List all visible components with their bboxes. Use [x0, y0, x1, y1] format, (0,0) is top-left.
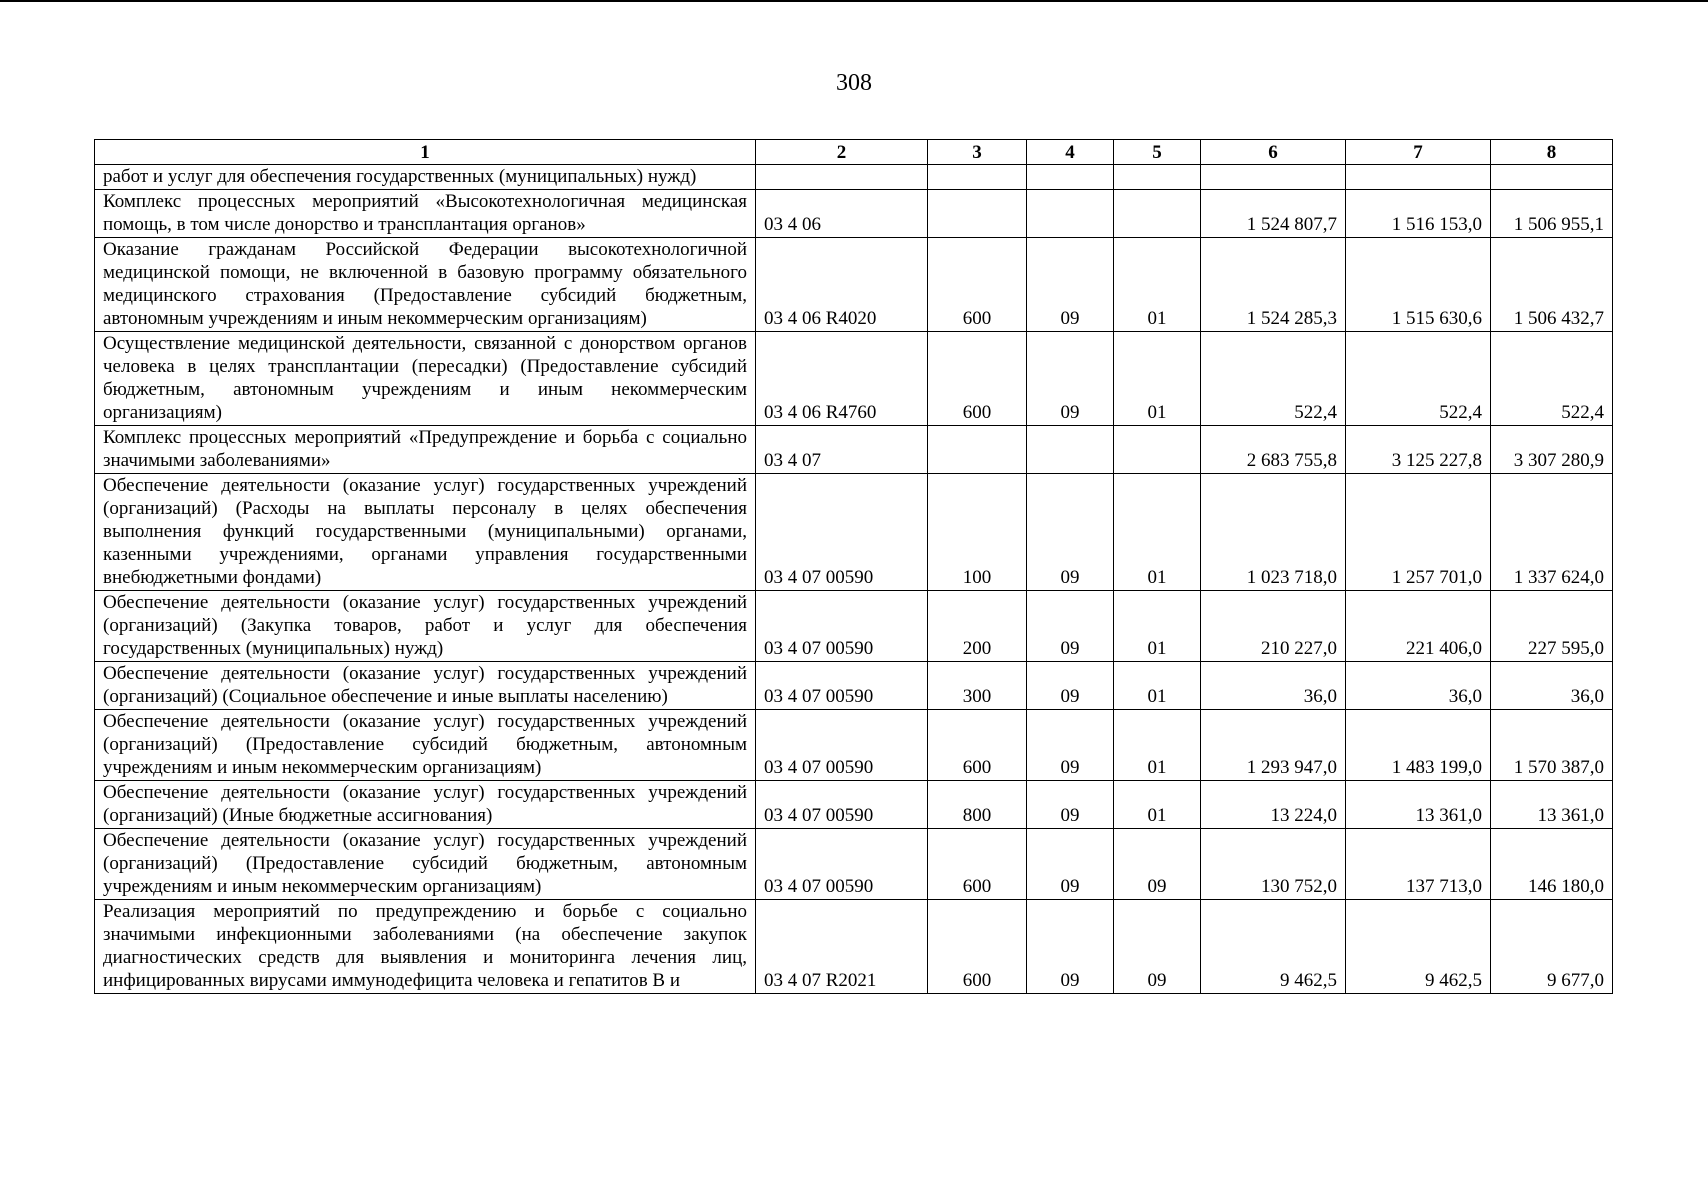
row-section — [1027, 165, 1114, 190]
row-amount-col7: 13 361,0 — [1346, 781, 1491, 829]
table-row — [95, 190, 1613, 238]
row-name: Обеспечение деятельности (оказание услуг) государственных учреждений (организаций) (Социальное обеспечение и иные выплаты населению) — [95, 662, 756, 710]
row-amount-col8: 3 307 280,9 — [1491, 426, 1613, 474]
header-col-2: 2 — [756, 140, 928, 165]
row-section: 09 — [1027, 591, 1114, 662]
table-row — [95, 591, 1613, 662]
row-amount-col6: 1 293 947,0 — [1201, 710, 1346, 781]
table-row — [95, 332, 1613, 426]
row-code: 03 4 06 R4020 — [756, 238, 928, 332]
row-subsection: 01 — [1114, 781, 1201, 829]
row-amount-col6: 13 224,0 — [1201, 781, 1346, 829]
row-amount-col8: 1 337 624,0 — [1491, 474, 1613, 591]
row-amount-col6: 1 023 718,0 — [1201, 474, 1346, 591]
header-col-5: 5 — [1114, 140, 1201, 165]
row-amount-col7 — [1346, 165, 1491, 190]
row-name: Обеспечение деятельности (оказание услуг) государственных учреждений (организаций) (Предоставление субсидий бюджетным, автономным учреждениям и иным некоммерческим организациям) — [95, 829, 756, 900]
row-section: 09 — [1027, 332, 1114, 426]
row-amount-col7: 1 257 701,0 — [1346, 474, 1491, 591]
row-amount-col7: 221 406,0 — [1346, 591, 1491, 662]
row-amount-col8: 9 677,0 — [1491, 900, 1613, 994]
row-code — [756, 165, 928, 190]
row-section: 09 — [1027, 781, 1114, 829]
row-amount-col6: 1 524 807,7 — [1201, 190, 1346, 238]
row-amount-col6: 210 227,0 — [1201, 591, 1346, 662]
row-amount-col7: 36,0 — [1346, 662, 1491, 710]
row-expense-type: 600 — [928, 900, 1027, 994]
row-subsection: 09 — [1114, 900, 1201, 994]
row-amount-col6: 522,4 — [1201, 332, 1346, 426]
row-amount-col8: 36,0 — [1491, 662, 1613, 710]
row-name: Обеспечение деятельности (оказание услуг) государственных учреждений (организаций) (Иные бюджетные ассигнования) — [95, 781, 756, 829]
table-row — [95, 165, 1613, 190]
row-amount-col8: 13 361,0 — [1491, 781, 1613, 829]
row-expense-type: 600 — [928, 829, 1027, 900]
row-name: Реализация мероприятий по предупреждению и борьбе с социально значимыми инфекционными заболеваниями (на обеспечение закупок диагностических средств для выявления и мониторинга лечения лиц, инфицированных вирусами иммунодефицита человека и гепатитов В и — [95, 900, 756, 994]
row-subsection — [1114, 426, 1201, 474]
table-row — [95, 900, 1613, 994]
row-amount-col6: 1 524 285,3 — [1201, 238, 1346, 332]
row-code: 03 4 07 00590 — [756, 781, 928, 829]
row-code: 03 4 07 00590 — [756, 710, 928, 781]
row-name: Комплекс процессных мероприятий «Предупреждение и борьба с социально значимыми заболеваниями» — [95, 426, 756, 474]
row-amount-col6: 9 462,5 — [1201, 900, 1346, 994]
row-amount-col7: 1 483 199,0 — [1346, 710, 1491, 781]
row-subsection: 01 — [1114, 474, 1201, 591]
row-name: Обеспечение деятельности (оказание услуг) государственных учреждений (организаций) (Расходы на выплаты персоналу в целях обеспечения выполнения функций государственными (муниципальными) органами, казенными учреждениями, органами управления государственными внебюджетными фондами) — [95, 474, 756, 591]
row-section: 09 — [1027, 474, 1114, 591]
row-expense-type: 600 — [928, 710, 1027, 781]
row-amount-col8: 227 595,0 — [1491, 591, 1613, 662]
row-name: Оказание гражданам Российской Федерации высокотехнологичной медицинской помощи, не включенной в базовую программу обязательного медицинского страхования (Предоставление субсидий бюджетным, автономным учреждениям и иным некоммерческим организациям) — [95, 238, 756, 332]
row-code: 03 4 06 R4760 — [756, 332, 928, 426]
header-col-4: 4 — [1027, 140, 1114, 165]
table-row — [95, 474, 1613, 591]
row-name: Обеспечение деятельности (оказание услуг) государственных учреждений (организаций) (Закупка товаров, работ и услуг для обеспечения государственных (муниципальных) нужд) — [95, 591, 756, 662]
row-amount-col8 — [1491, 165, 1613, 190]
row-expense-type — [928, 426, 1027, 474]
row-code: 03 4 07 00590 — [756, 829, 928, 900]
row-subsection: 09 — [1114, 829, 1201, 900]
row-code: 03 4 07 R2021 — [756, 900, 928, 994]
row-code: 03 4 07 00590 — [756, 662, 928, 710]
row-expense-type: 100 — [928, 474, 1027, 591]
row-amount-col8: 1 570 387,0 — [1491, 710, 1613, 781]
top-border-line — [0, 0, 1708, 2]
row-section: 09 — [1027, 238, 1114, 332]
row-name: Осуществление медицинской деятельности, связанной с донорством органов человека в целях трансплантации (пересадки) (Предоставление субсидий бюджетным, автономным учреждениям и иным некоммерческим организациям) — [95, 332, 756, 426]
row-amount-col8: 522,4 — [1491, 332, 1613, 426]
row-amount-col7: 9 462,5 — [1346, 900, 1491, 994]
row-amount-col6: 130 752,0 — [1201, 829, 1346, 900]
row-amount-col8: 1 506 432,7 — [1491, 238, 1613, 332]
row-code: 03 4 07 — [756, 426, 928, 474]
table-row — [95, 662, 1613, 710]
row-amount-col7: 522,4 — [1346, 332, 1491, 426]
row-subsection — [1114, 190, 1201, 238]
row-amount-col6 — [1201, 165, 1346, 190]
row-amount-col8: 146 180,0 — [1491, 829, 1613, 900]
row-name: Комплекс процессных мероприятий «Высокотехнологичная медицинская помощь, в том числе донорство и трансплантация органов» — [95, 190, 756, 238]
row-code: 03 4 06 — [756, 190, 928, 238]
header-col-7: 7 — [1346, 140, 1491, 165]
row-section: 09 — [1027, 900, 1114, 994]
row-name: Обеспечение деятельности (оказание услуг) государственных учреждений (организаций) (Предоставление субсидий бюджетным, автономным учреждениям и иным некоммерческим организациям) — [95, 710, 756, 781]
row-code: 03 4 07 00590 — [756, 591, 928, 662]
header-col-6: 6 — [1201, 140, 1346, 165]
header-col-1: 1 — [95, 140, 756, 165]
row-subsection: 01 — [1114, 238, 1201, 332]
row-amount-col8: 1 506 955,1 — [1491, 190, 1613, 238]
row-subsection: 01 — [1114, 662, 1201, 710]
row-section: 09 — [1027, 710, 1114, 781]
row-amount-col7: 137 713,0 — [1346, 829, 1491, 900]
page-number: 308 — [836, 70, 872, 96]
row-amount-col6: 36,0 — [1201, 662, 1346, 710]
row-subsection — [1114, 165, 1201, 190]
row-subsection: 01 — [1114, 710, 1201, 781]
row-expense-type — [928, 165, 1027, 190]
row-expense-type: 600 — [928, 332, 1027, 426]
row-section: 09 — [1027, 829, 1114, 900]
table-row — [95, 829, 1613, 900]
table-row — [95, 238, 1613, 332]
table-row — [95, 426, 1613, 474]
row-expense-type: 300 — [928, 662, 1027, 710]
row-expense-type: 200 — [928, 591, 1027, 662]
row-section — [1027, 426, 1114, 474]
row-amount-col7: 1 515 630,6 — [1346, 238, 1491, 332]
row-code: 03 4 07 00590 — [756, 474, 928, 591]
row-subsection: 01 — [1114, 591, 1201, 662]
row-section — [1027, 190, 1114, 238]
row-amount-col7: 1 516 153,0 — [1346, 190, 1491, 238]
table-row — [95, 710, 1613, 781]
row-subsection: 01 — [1114, 332, 1201, 426]
table-row — [95, 781, 1613, 829]
header-col-8: 8 — [1491, 140, 1613, 165]
header-col-3: 3 — [928, 140, 1027, 165]
row-name: работ и услуг для обеспечения государственных (муниципальных) нужд) — [95, 165, 756, 190]
row-expense-type — [928, 190, 1027, 238]
row-amount-col7: 3 125 227,8 — [1346, 426, 1491, 474]
row-expense-type: 800 — [928, 781, 1027, 829]
row-amount-col6: 2 683 755,8 — [1201, 426, 1346, 474]
row-section: 09 — [1027, 662, 1114, 710]
budget-table — [94, 139, 1613, 994]
table-header-row — [95, 140, 1613, 165]
row-expense-type: 600 — [928, 238, 1027, 332]
